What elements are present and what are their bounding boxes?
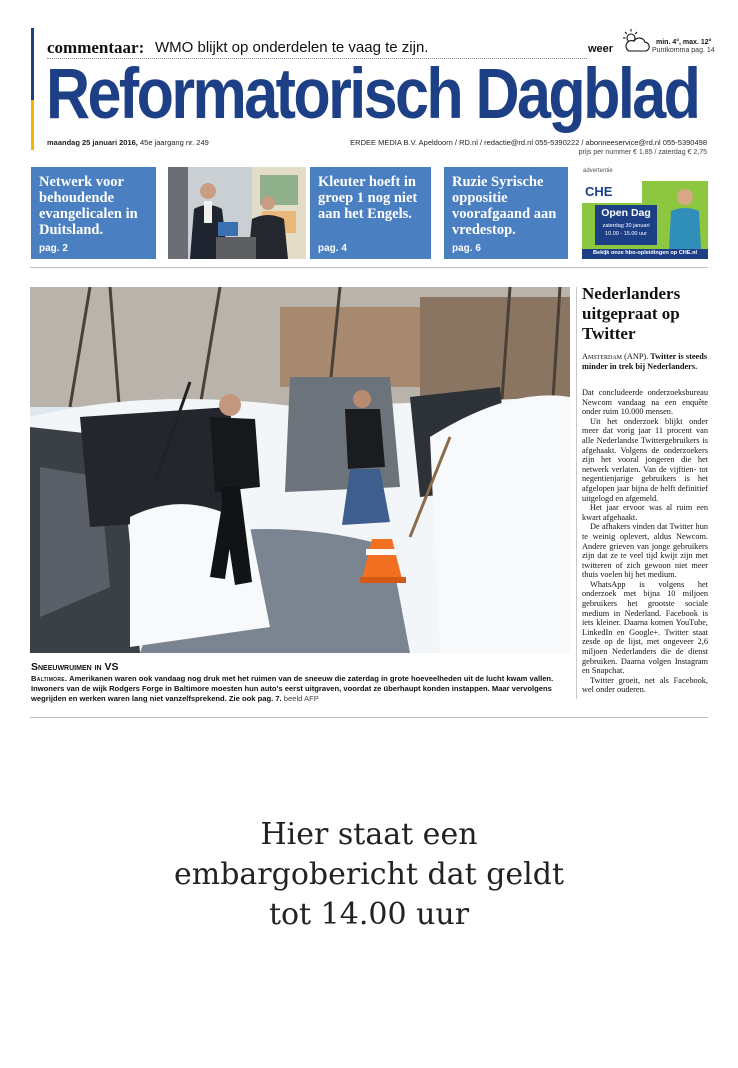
ad-event: Open Dag [601, 207, 651, 219]
masthead-accent-yellow [31, 100, 34, 150]
ad-time: 10.00 - 15.00 uur [605, 231, 647, 237]
side-article-body [582, 388, 708, 695]
paragraph: Uit het onderzoek blijkt onder meer dat vorig jaar 11 procent van alle Nederlandse Twittergebruikers is afgehaakt. Volgens de onderzoekers zijn het vooral jongeren die het netwerk verlaten. Van de vijftien- tot negentienjarige gebruikers is het afgelopen jaar bijna de helft definitief uitgelogd en afgemeld. [582, 416, 708, 503]
paragraph: Het jaar ervoor was al ruim een kwart afgehaakt. [582, 503, 708, 522]
price-info: prijs per nummer € 1,85 / zaterdag € 2,75 [578, 149, 707, 156]
side-article-lead [582, 352, 708, 371]
paragraph: WhatsApp is volgens het onderzoek met bijna 10 miljoen gebruikers het grootste sociale medium in Nederland. Facebook is iets kleiner. Daarna komen YouTube, LinkedIn en Google+. Twitter staat zesde op de lijst, met ongeveer 2,6 miljoen Nederlanders die de dienst gebruiken. Daarna volgen Instagram en Snapchat. [582, 579, 708, 676]
teaser-title: Ruzie Syrische oppositie voorafgaand aan vredestop. [452, 174, 557, 238]
snow-street-photo [30, 287, 570, 653]
weather-page-ref[interactable]: Puntkomma pag. 14 [652, 47, 715, 54]
photo-credit: beeld AFP [281, 694, 319, 703]
main-photo [30, 287, 570, 653]
side-article-intro: Twitter is steeds minder in trek bij Nederlanders. [582, 352, 708, 371]
teaser-2[interactable] [310, 167, 431, 259]
embargo-line: tot 14.00 uur [268, 897, 470, 932]
caption-place: Baltimore. [31, 674, 68, 683]
teaser-title: Kleuter hoeft in groep 1 nog niet aan het Engels. [318, 174, 418, 222]
caption-lead: Amerikanen waren ook vandaag nog druk met het ruimen van de sneeuw die zaterdag in grote hoeveelheden uit de lucht kwam vallen. Inwoners van de wijk Rodgers Forge in Baltimore moesten hun auto's eerst uitgraven, voordat ze überhaupt konden instappen. Maar vervolgens wegrijden en werken waren lang niet vanzelfsprekend. Zie ook pag. 7. [31, 674, 554, 703]
teaser-page: pag. 4 [318, 243, 347, 254]
paragraph: De afhakers vinden dat Twitter hun te weinig oplevert, aldus Newcom. Andere grieven van jonge gebruikers zijn dat ze te veel tijd kwijt zijn met twitteren of zich gewoon niet meer thuis voelen bij het medium. [582, 522, 708, 580]
teaser-photo [168, 167, 306, 259]
photo-caption-title: Sneeuwruimen in VS [31, 661, 119, 673]
ad-date: zaterdag 30 januari [602, 223, 650, 229]
embargo-line: embargobericht dat geldt [174, 857, 564, 892]
commentary-link[interactable]: WMO blijkt op onderdelen te vaag te zijn. [155, 39, 429, 56]
embargo-line: Hier staat een [260, 817, 478, 852]
teaser-title: Netwerk voor behoudende evangelicalen in Duitsland. [39, 174, 138, 238]
award-ceremony-image [168, 167, 306, 259]
partly-cloudy-icon [620, 28, 652, 54]
paragraph: Twitter groeit, net als Facebook, wel onder ouderen. [582, 675, 708, 695]
bottom-divider [30, 717, 708, 718]
teaser-1[interactable] [31, 167, 156, 259]
publisher-info: ERDEE MEDIA B.V. Apeldoorn / RD.nl / redactie@rd.nl 055-5390222 / abonneeservice@rd.nl 055-5390498 [350, 138, 707, 147]
teaser-page: pag. 2 [39, 243, 68, 254]
paragraph: Dat concludeerde onderzoeksbureau Newcom vandaag na een enquête onder ruim 10.000 mensen. [582, 388, 708, 417]
ad-label: advertentie [583, 168, 613, 174]
advertisement[interactable] [581, 167, 708, 259]
weather-label: weer [588, 43, 614, 55]
photo-caption [31, 674, 566, 704]
teaser-page: pag. 6 [452, 243, 481, 254]
column-rule [576, 287, 577, 699]
masthead-accent-blue [31, 28, 34, 100]
masthead-title[interactable]: Reformatorisch Dagblad [46, 55, 699, 134]
teaser-3[interactable] [444, 167, 568, 259]
embargo-notice [0, 815, 738, 935]
side-article-headline[interactable]: Nederlanders uitgepraat op Twitter [582, 284, 681, 343]
dateline [47, 138, 209, 147]
ad-brand: CHE [585, 184, 613, 199]
section-divider [30, 267, 708, 268]
date: maandag 25 januari 2016, [47, 138, 138, 147]
commentary-label: commentaar: [47, 38, 145, 57]
side-article-place: Amsterdam (ANP). [582, 352, 649, 361]
weather-temps: min. 4°, max. 12° [656, 39, 712, 46]
ad-cta[interactable]: Bekijk onze hbo-opleidingen op CHE.nl [592, 250, 698, 256]
issue-number: 45e jaargang nr. 249 [137, 138, 209, 147]
